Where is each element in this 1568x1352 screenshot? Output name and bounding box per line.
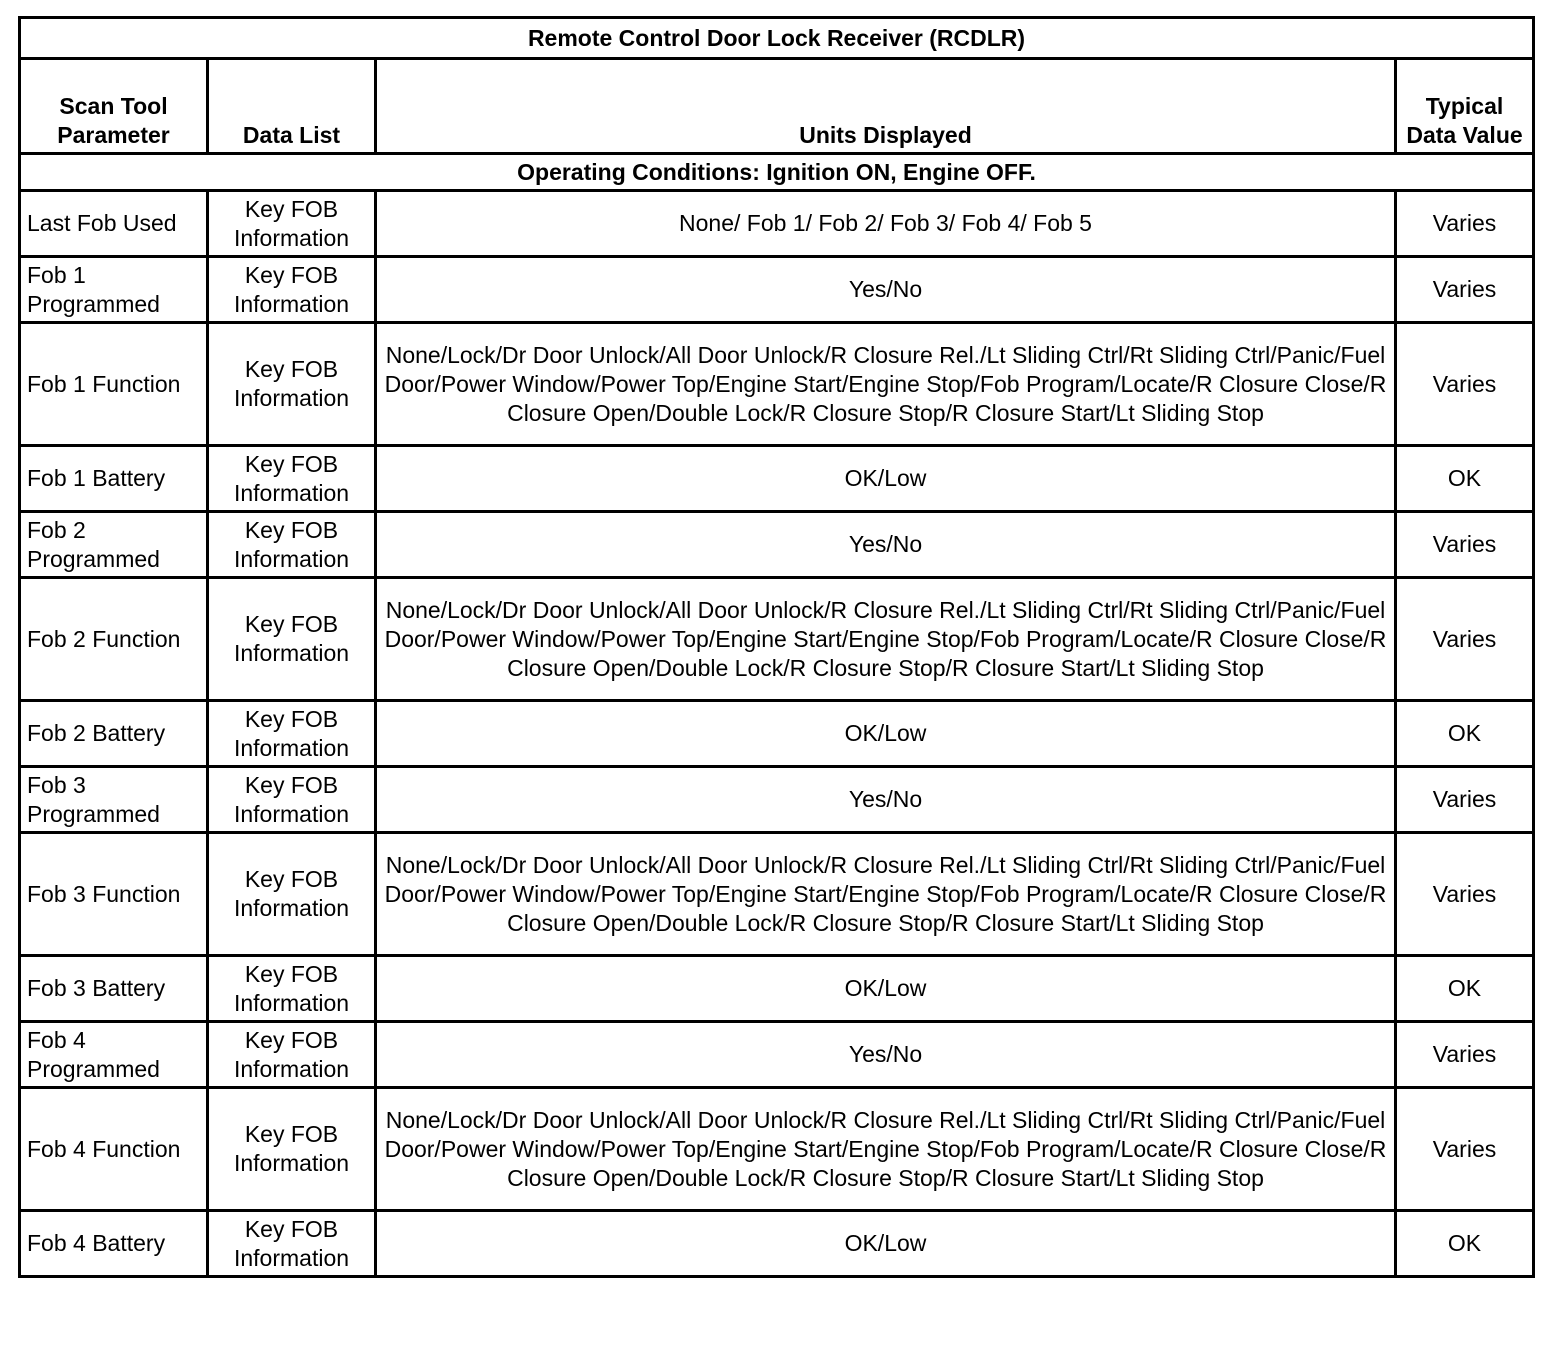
- row-typical-value: OK: [1396, 956, 1534, 1022]
- table-row: [20, 956, 1534, 1022]
- row-units-displayed: Yes/No: [376, 257, 1396, 323]
- row-typical-value: Varies: [1396, 767, 1534, 833]
- row-data-list: Key FOB Information: [208, 1211, 376, 1277]
- header-units-displayed: Units Displayed: [376, 59, 1396, 154]
- table-row: [20, 257, 1534, 323]
- row-typical-value: Varies: [1396, 257, 1534, 323]
- row-parameter: Fob 4 Function: [20, 1088, 208, 1211]
- row-data-list: Key FOB Information: [208, 833, 376, 956]
- row-data-list: Key FOB Information: [208, 1088, 376, 1211]
- table-row: [20, 1022, 1534, 1088]
- operating-conditions-row: [20, 154, 1534, 191]
- row-data-list: Key FOB Information: [208, 1022, 376, 1088]
- row-parameter: Fob 1 Programmed: [20, 257, 208, 323]
- row-units-displayed: OK/Low: [376, 446, 1396, 512]
- table-row: [20, 1211, 1534, 1277]
- row-parameter: Fob 4 Programmed: [20, 1022, 208, 1088]
- row-parameter: Fob 1 Function: [20, 323, 208, 446]
- row-units-displayed: Yes/No: [376, 767, 1396, 833]
- row-parameter: Fob 1 Battery: [20, 446, 208, 512]
- row-typical-value: Varies: [1396, 1022, 1534, 1088]
- row-units-displayed: None/Lock/Dr Door Unlock/All Door Unlock/R Closure Rel./Lt Sliding Ctrl/Rt Sliding Ctrl/Panic/Fuel Door/Power Window/Power Top/Engine Start/Engine Stop/Fob Program/Locate/R Closure Close/R Closure Open/Double Lock/R Closure Stop/R Closure Start/Lt Sliding Stop: [376, 323, 1396, 446]
- table-row: [20, 446, 1534, 512]
- table-row: [20, 833, 1534, 956]
- row-typical-value: Varies: [1396, 578, 1534, 701]
- table-row: [20, 512, 1534, 578]
- rcdlr-data-table: [18, 16, 1535, 1278]
- row-data-list: Key FOB Information: [208, 956, 376, 1022]
- row-typical-value: Varies: [1396, 323, 1534, 446]
- header-data-list: Data List: [208, 59, 376, 154]
- table-row: [20, 701, 1534, 767]
- row-typical-value: Varies: [1396, 833, 1534, 956]
- table-title: Remote Control Door Lock Receiver (RCDLR): [20, 18, 1534, 59]
- row-data-list: Key FOB Information: [208, 191, 376, 257]
- header-scan-tool-parameter: Scan Tool Parameter: [20, 59, 208, 154]
- operating-conditions: Operating Conditions: Ignition ON, Engine OFF.: [20, 154, 1534, 191]
- row-units-displayed: OK/Low: [376, 1211, 1396, 1277]
- row-parameter: Last Fob Used: [20, 191, 208, 257]
- row-parameter: Fob 2 Programmed: [20, 512, 208, 578]
- row-units-displayed: OK/Low: [376, 701, 1396, 767]
- table-row: [20, 323, 1534, 446]
- row-data-list: Key FOB Information: [208, 512, 376, 578]
- row-typical-value: Varies: [1396, 1088, 1534, 1211]
- row-parameter: Fob 2 Battery: [20, 701, 208, 767]
- table-title-row: [20, 18, 1534, 59]
- row-units-displayed: OK/Low: [376, 956, 1396, 1022]
- table-row: [20, 578, 1534, 701]
- row-data-list: Key FOB Information: [208, 701, 376, 767]
- row-typical-value: OK: [1396, 446, 1534, 512]
- row-parameter: Fob 4 Battery: [20, 1211, 208, 1277]
- row-data-list: Key FOB Information: [208, 257, 376, 323]
- row-units-displayed: None/Lock/Dr Door Unlock/All Door Unlock/R Closure Rel./Lt Sliding Ctrl/Rt Sliding Ctrl/Panic/Fuel Door/Power Window/Power Top/Engine Start/Engine Stop/Fob Program/Locate/R Closure Close/R Closure Open/Double Lock/R Closure Stop/R Closure Start/Lt Sliding Stop: [376, 1088, 1396, 1211]
- row-typical-value: OK: [1396, 701, 1534, 767]
- table-row: [20, 767, 1534, 833]
- row-units-displayed: None/Lock/Dr Door Unlock/All Door Unlock/R Closure Rel./Lt Sliding Ctrl/Rt Sliding Ctrl/Panic/Fuel Door/Power Window/Power Top/Engine Start/Engine Stop/Fob Program/Locate/R Closure Close/R Closure Open/Double Lock/R Closure Stop/R Closure Start/Lt Sliding Stop: [376, 578, 1396, 701]
- row-parameter: Fob 3 Programmed: [20, 767, 208, 833]
- row-typical-value: Varies: [1396, 191, 1534, 257]
- row-units-displayed: None/Lock/Dr Door Unlock/All Door Unlock/R Closure Rel./Lt Sliding Ctrl/Rt Sliding Ctrl/Panic/Fuel Door/Power Window/Power Top/Engine Start/Engine Stop/Fob Program/Locate/R Closure Close/R Closure Open/Double Lock/R Closure Stop/R Closure Start/Lt Sliding Stop: [376, 833, 1396, 956]
- row-typical-value: OK: [1396, 1211, 1534, 1277]
- table-row: [20, 1088, 1534, 1211]
- row-typical-value: Varies: [1396, 512, 1534, 578]
- row-data-list: Key FOB Information: [208, 323, 376, 446]
- table-row: [20, 191, 1534, 257]
- row-units-displayed: None/ Fob 1/ Fob 2/ Fob 3/ Fob 4/ Fob 5: [376, 191, 1396, 257]
- row-parameter: Fob 2 Function: [20, 578, 208, 701]
- row-units-displayed: Yes/No: [376, 512, 1396, 578]
- header-typical-data-value: Typical Data Value: [1396, 59, 1534, 154]
- row-data-list: Key FOB Information: [208, 767, 376, 833]
- row-parameter: Fob 3 Function: [20, 833, 208, 956]
- column-header-row: [20, 59, 1534, 154]
- row-units-displayed: Yes/No: [376, 1022, 1396, 1088]
- row-data-list: Key FOB Information: [208, 446, 376, 512]
- row-parameter: Fob 3 Battery: [20, 956, 208, 1022]
- row-data-list: Key FOB Information: [208, 578, 376, 701]
